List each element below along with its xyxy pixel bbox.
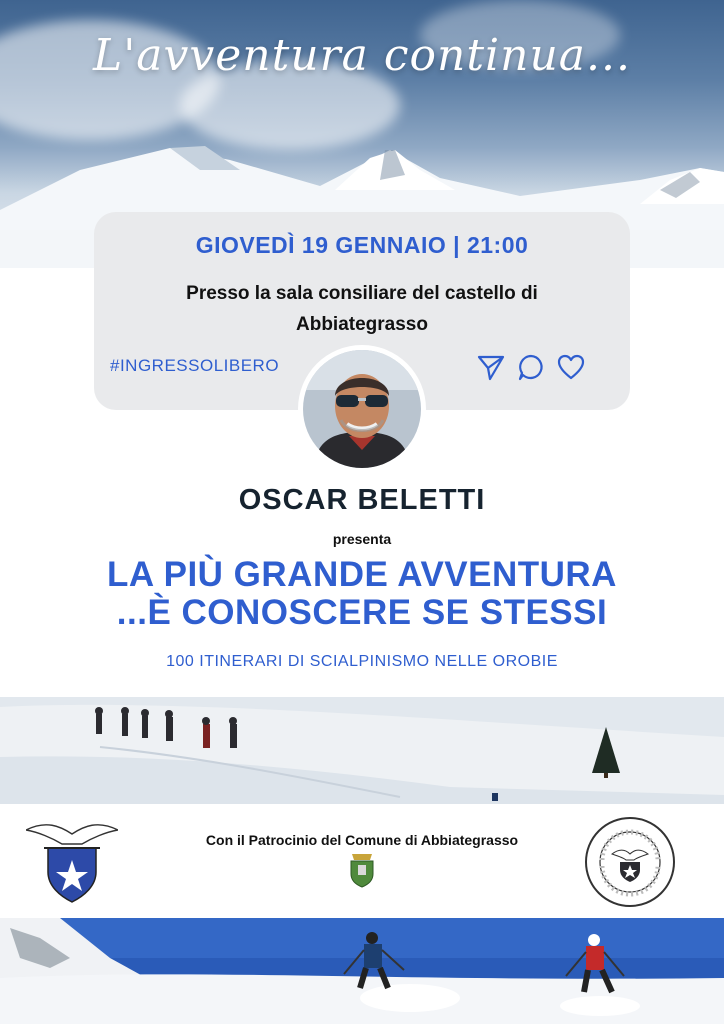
- send-icon: [476, 352, 506, 382]
- event-venue: [114, 278, 610, 340]
- venue-line-2: Abbiategrasso: [296, 314, 428, 335]
- free-entry-hashtag: #INGRESSOLIBERO: [110, 356, 280, 375]
- downhill-skiers-illustration: [0, 918, 724, 1024]
- venue-line-1: Presso la sala consiliare del castello di: [186, 283, 538, 304]
- heart-icon: [556, 352, 586, 382]
- talk-title-line-2: ...È CONOSCERE SE STESSI: [116, 593, 608, 632]
- talk-title-line-1: LA PIÙ GRANDE AVVENTURA: [107, 555, 617, 594]
- speaker-portrait-illustration: [303, 350, 421, 468]
- cai-logo: [26, 818, 118, 904]
- presents-label: presenta: [332, 531, 392, 547]
- comune-coat-of-arms: [348, 852, 376, 888]
- event-date-time: GIOVEDÌ 19 GENNAIO | 21:00: [195, 232, 529, 258]
- comment-icon: [516, 352, 546, 382]
- ski-touring-group-illustration: [0, 697, 724, 804]
- social-icons: [476, 352, 586, 382]
- talk-subtitle: 100 ITINERARI DI SCIALPINISMO NELLE OROBIE: [166, 653, 558, 670]
- patronage-text: Con il Patrocinio del Comune di Abbiategrasso: [205, 832, 519, 848]
- ski-mountaineering-school-logo: [584, 816, 676, 908]
- speaker-avatar: [298, 345, 426, 473]
- speaker-name: OSCAR BELETTI: [238, 484, 486, 516]
- downhill-skiers-photo: [0, 918, 724, 1024]
- ski-tourers-photo: [0, 697, 724, 804]
- script-headline: L'avventura continua...: [92, 30, 631, 81]
